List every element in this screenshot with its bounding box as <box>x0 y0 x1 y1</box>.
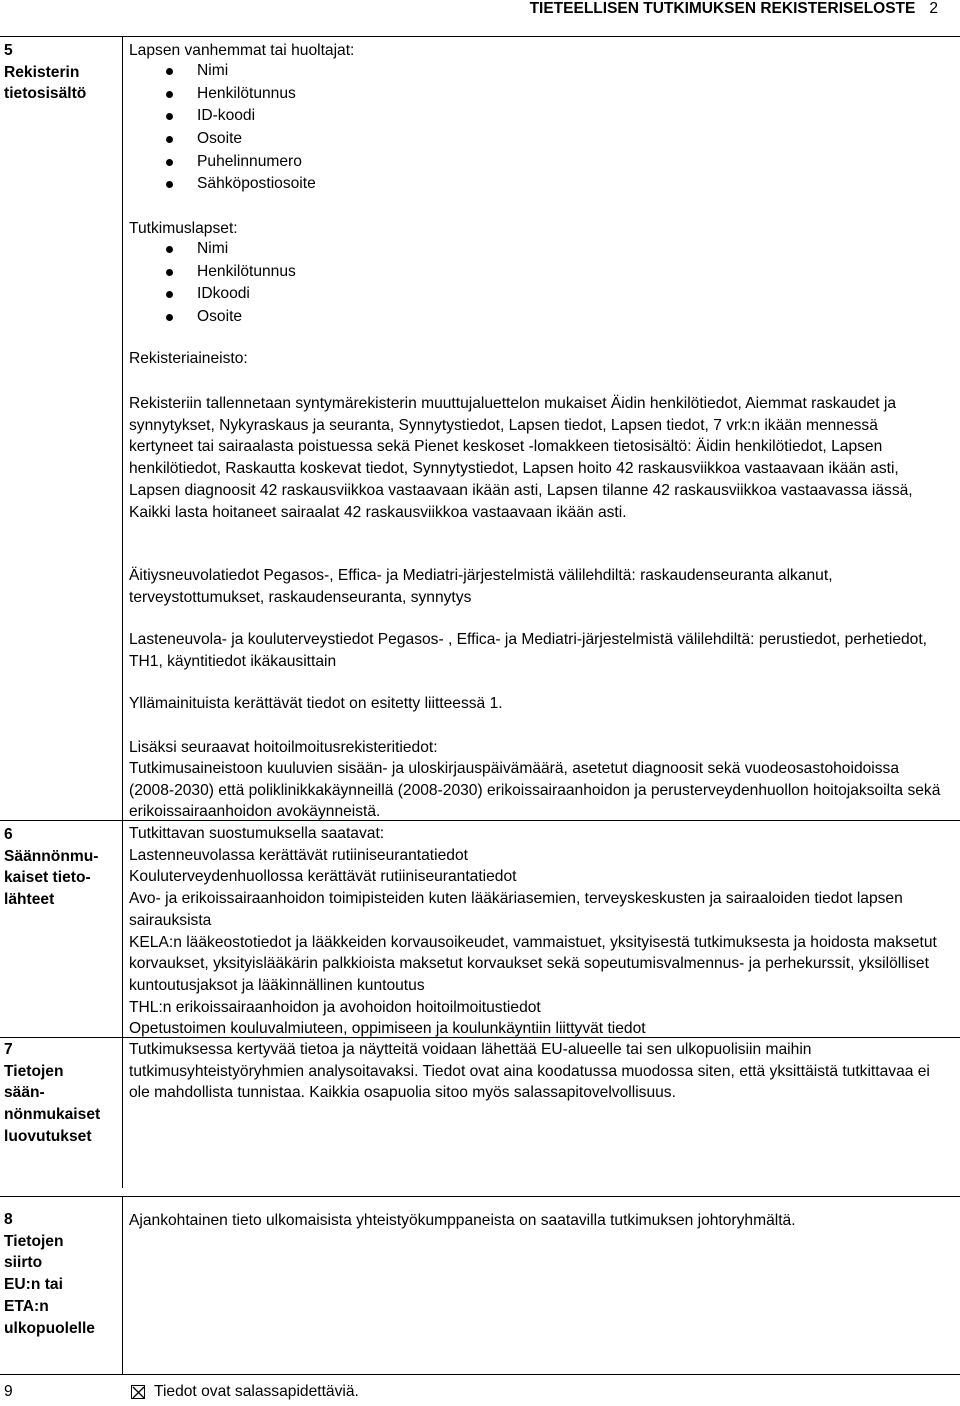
bullet-icon <box>166 136 173 143</box>
section6-content <box>129 823 944 1040</box>
section9-number: 9 <box>4 1383 13 1400</box>
checkbox-cross-icon <box>132 1386 146 1400</box>
bullet-icon <box>166 269 173 276</box>
paragraph-register: Rekisteriin tallennetaan syntymärekisterin muuttujaluettelon mukaiset Äidin henkilötiedot, Aiemmat raskaudet ja synnytykset, Nykyraskaus ja seuranta, Synnytystiedot, Lapsen tiedot, Lapsen tiedot, 7 vrk:n ikään mennessä kertyneet tai sairaalasta poistuessa sekä Pienet keskoset -lomakkeen tietosisältö: Äidin henkilötiedot, Lapsen henkilötiedot, Raskautta koskevat tiedot, Synnytystiedot, Lapsen hoito 42 raskausviikkoa vastaavaan ikään asti, Lapsen diagnoosit 42 raskausviikkoa vastaavaan ikään asti, Lapsen tilanne 42 raskausviikkoa vastaavassa iässä, Kaikki lasta hoitaneet sairaalat 42 raskausviikkoa vastaavaan ikään asti. <box>129 395 913 521</box>
sources-line: Kouluterveydenhuollossa kerättävät rutiiniseurantatiedot <box>129 868 517 886</box>
paragraph-maternity: Äitiysneuvolatiedot Pegasos-, Effica- ja Mediatri-järjestelmistä välilehdiltä: raskaudenseuranta alkanut, terveystottumukset, raskaudenseuranta, synnytys <box>129 567 833 606</box>
section7-text: Tutkimuksessa kertyvää tietoa ja näytteitä voidaan lähettää EU-alueelle tai sen ulkopuolisiin maihin tutkimusyhteistyöryhmien analysoitavaksi. Tiedot ovat aina koodatussa muodossa siten, että yksittäistä tutkittavaa ei ole mahdollista tunnistaa. Kaikkia osapuolia sitoo myös salassapitovelvollisuus. <box>129 1041 930 1102</box>
column-divider-section8 <box>122 1196 123 1374</box>
list-item: Nimi <box>129 238 944 261</box>
list-item: Nimi <box>129 60 944 83</box>
list-item: Henkilötunnus <box>129 83 944 106</box>
confidential-checkbox[interactable] <box>131 1385 145 1399</box>
bullet-icon <box>166 181 173 188</box>
paragraph-attachment: Yllämainituista kerättävät tiedot on esitetty liitteessä 1. <box>129 695 503 712</box>
paragraph-diagnoses: Tutkimusaineistoon kuuluvien sisään- ja uloskirjauspäivämäärä, asetetut diagnoosit sekä vuodeosastohoidoissa (2008-2030) että poliklinikkakäynneillä (2008-2030) erikoissairaanhoidon ja perusterveydenhuollon hoitojaksoilta sekä erikoissairaanhoidon avokäynneistä. <box>129 760 941 821</box>
document-title: TIETEELLISEN TUTKIMUKSEN REKISTERISELOSTE <box>529 0 916 17</box>
sources-line: Opetustoimen kouluvalmiuteen, oppimiseen ja koulunkäyntiin liittyvät tiedot <box>129 1020 646 1038</box>
sources-line: KELA:n lääkeostotiedot ja lääkkeiden korvausoikeudet, vammaistuet, yksityisestä tutkimuksesta ja hoidosta maksetut korvaukset, yksityislääkärin palkkioista maksetut korvaukset sekä sopeutumisvalmennus- ja perhekurssit, yksilölliset kuntoutusjaksot ja lääkinnällinen kuntoutus <box>129 933 937 994</box>
list-item: Puhelinnumero <box>129 151 944 174</box>
list-item: Osoite <box>129 306 944 329</box>
list-item: Henkilötunnus <box>129 261 944 284</box>
sources-line: Tutkittavan suostumuksella saatavat: <box>129 825 385 842</box>
bullet-icon <box>166 113 173 120</box>
bullet-icon <box>166 246 173 253</box>
children-list <box>129 238 944 329</box>
section9-top-border <box>0 1374 960 1375</box>
paragraph-child-health: Lasteneuvola- ja kouluterveystiedot Pegasos- , Effica- ja Mediatri-järjestelmistä välilehdiltä: perustiedot, perhetiedot, TH1, käyntitiedot ikäkausittain <box>129 631 928 670</box>
sources-line: Lastenneuvolassa kerättävät rutiiniseurantatiedot <box>129 846 468 864</box>
bullet-icon <box>166 314 173 321</box>
list-item: Osoite <box>129 128 944 151</box>
section5-content <box>129 40 944 196</box>
register-heading: Rekisteriaineisto: <box>129 350 248 367</box>
sources-line: Avo- ja erikoissairaanhoidon toimipisteiden kuten lääkäriasemien, terveyskeskusten ja sairaaloiden tiedot lapsen sairauksista <box>129 890 903 929</box>
children-block <box>129 218 944 329</box>
table-top-border <box>0 36 960 37</box>
bullet-icon <box>166 291 173 298</box>
column-divider <box>122 36 123 1188</box>
section8-top-border <box>0 1196 960 1197</box>
bullet-icon <box>166 159 173 166</box>
parents-heading: Lapsen vanhemmat tai huoltajat: <box>129 42 355 59</box>
paragraph-additional: Lisäksi seuraavat hoitoilmoitusrekisteritiedot: <box>129 739 438 756</box>
section7-top-border <box>0 1037 960 1038</box>
parents-list <box>129 60 944 196</box>
document-header <box>530 0 938 22</box>
children-heading: Tutkimuslapset: <box>129 220 238 237</box>
bullet-icon <box>166 68 173 75</box>
section8-text: Ajankohtainen tieto ulkomaisista yhteistyökumppaneista on saatavilla tutkimuksen johtoryhmältä. <box>129 1212 796 1229</box>
list-item: Sähköpostiosoite <box>129 173 944 196</box>
section6-label: 6 Säännönmu- kaiset tieto- lähteet <box>4 826 99 909</box>
section6-top-border <box>0 820 123 821</box>
list-item: ID-koodi <box>129 105 944 128</box>
confidential-label: Tiedot ovat salassapidettäviä. <box>154 1383 359 1400</box>
list-item: IDkoodi <box>129 283 944 306</box>
section8-label: 8 Tietojen siirto EU:n tai ETA:n ulkopuolelle <box>4 1211 95 1337</box>
bullet-icon <box>166 91 173 98</box>
section6-content-border <box>122 820 960 821</box>
sources-line: THL:n erikoissairaanhoidon ja avohoidon hoitoilmoitustiedot <box>129 998 541 1016</box>
section5-label: 5 Rekisterin tietosisältö <box>4 42 87 103</box>
section7-label: 7 Tietojen sään- nönmukaiset luovutukset <box>4 1041 101 1145</box>
page-number: 2 <box>929 0 938 17</box>
